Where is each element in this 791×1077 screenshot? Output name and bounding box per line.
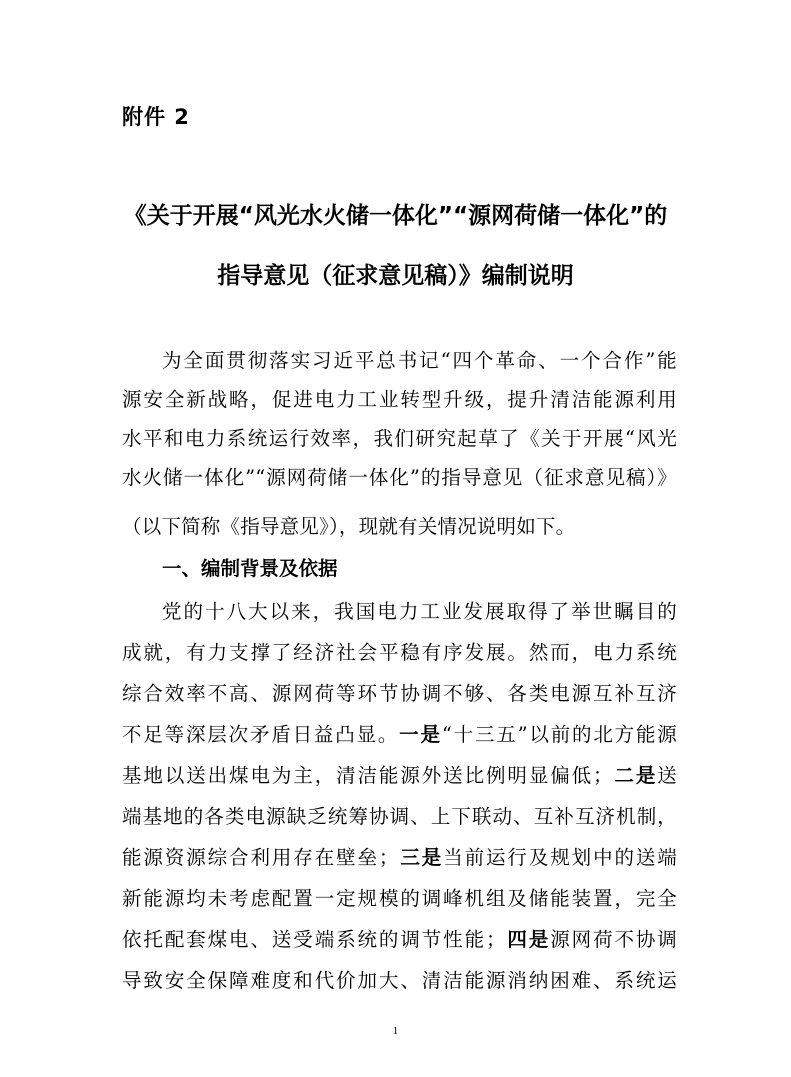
document-title-line-2: 指导意见（征求意见稿）》编制说明 [217,263,574,289]
body-text: 能源资源综合利用存在壁垒； [122,846,399,869]
intro-line-2: 源安全新战略，促进电力工业转型升级，提升清洁能源利用 [122,388,677,411]
body-text: 依托配套煤电、送受端系统的调节性能； [122,928,506,951]
body-line-3: 综合效率不高、源网荷等环节协调不够、各类电源互补互济 [122,682,677,705]
body-line-1: 党的十八大以来，我国电力工业发展取得了举世瞩目的 [162,600,677,623]
body-text: 基地以送出煤电为主，清洁能源外送比例明显偏低； [122,764,613,787]
body-text: 源网荷不协调 [550,928,678,951]
point-three-marker: 三是 [398,846,444,869]
section-heading: 一、编制背景及依据 [162,557,338,580]
body-text: “十三五”以前的北方能源 [441,723,677,746]
attachment-label: 附件 2 [122,105,190,129]
body-line-8: 新能源均未考虑配置一定规模的调峰机组及储能装置，完全 [122,887,677,910]
body-text: 不足等深层次矛盾日益凸显。 [122,723,400,746]
page-number: 1 [392,1025,399,1037]
body-text: 当前运行及规划中的送端 [443,846,678,869]
point-one-marker: 一是 [399,723,442,746]
point-two-marker: 二是 [612,764,658,787]
body-line-5 [122,760,677,788]
body-line-2: 成就，有力支撑了经济社会平稳有序发展。然而，电力系统 [122,641,677,664]
body-line-6: 端基地的各类电源缺乏统筹协调、上下联动、互补互济机制， [122,805,677,828]
body-line-9 [122,924,677,952]
body-line-10: 导致安全保障难度和代价加大、清洁能源消纳困难、系统运 [122,969,677,992]
intro-line-1: 为全面贯彻落实习近平总书记“四个革命、一个合作”能 [162,349,677,372]
body-line-7 [122,842,677,870]
body-text: 送 [657,764,677,787]
document-title-line-1: 《关于开展“风光水火储一体化”“源网荷储一体化”的 [123,203,668,229]
point-four-marker: 四是 [505,928,551,951]
intro-line-4: 水火储一体化”“源网荷储一体化”的指导意见（征求意见稿）》 [122,466,677,489]
intro-line-5: （以下简称《指导意见》），现就有关情况说明如下。 [122,515,576,538]
intro-line-3: 水平和电力系统运行效率，我们研究起草了《关于开展“风光 [122,427,677,450]
body-line-4 [122,719,677,747]
